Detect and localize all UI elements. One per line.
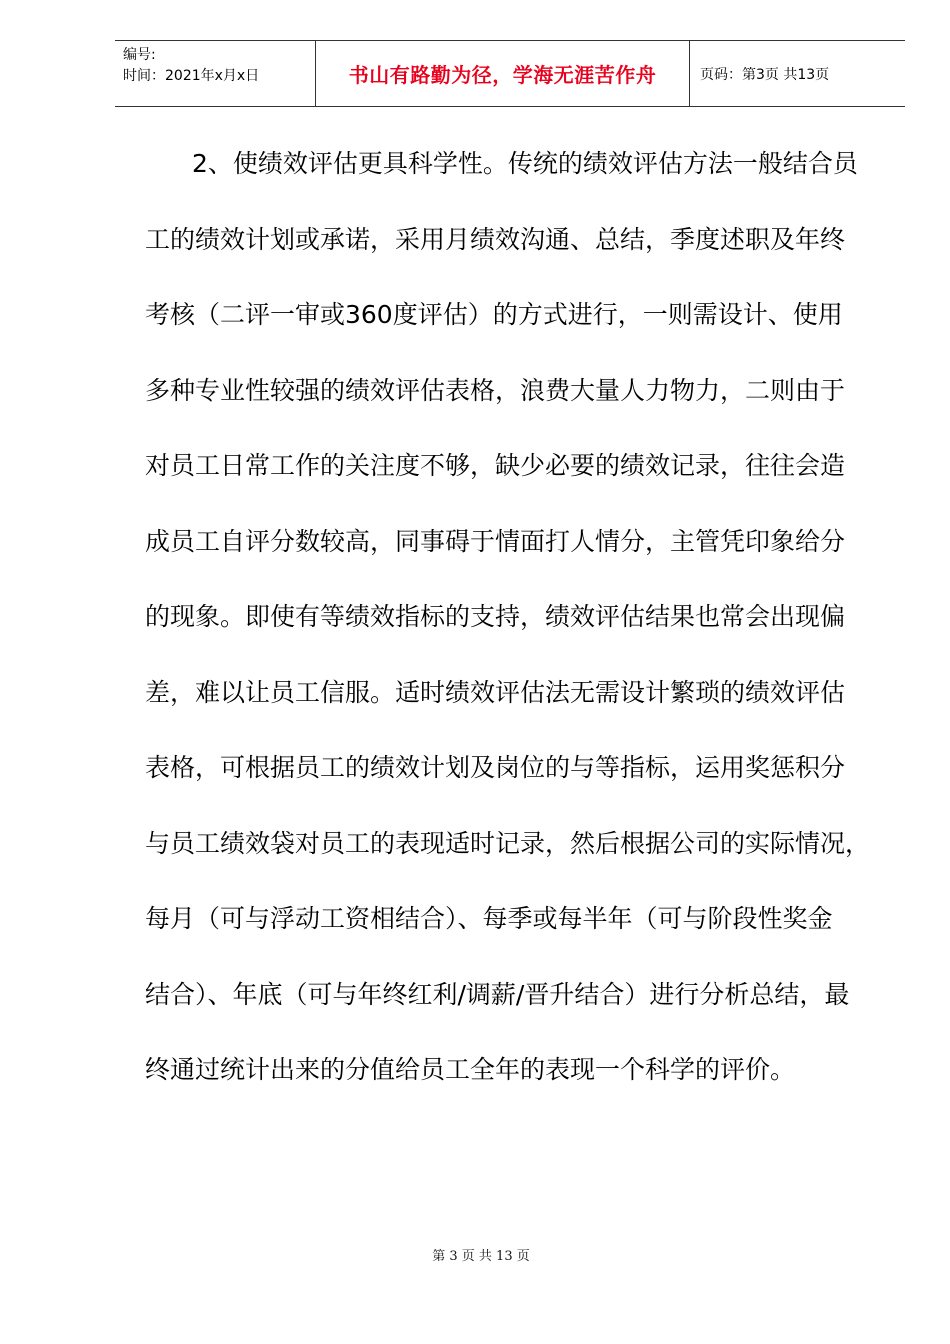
body-line: 结合）、年底（可与年终红利/调薪/晋升结合）进行分析总结，最 (145, 979, 850, 1009)
document-header (115, 40, 905, 107)
body-line: 与员工绩效袋对员工的表现适时记录，然后根据公司的实际情况， (145, 828, 871, 858)
body-line: 2、使绩效评估更具科学性。传统的绩效评估方法一般结合员 (192, 149, 858, 178)
header-motto: 书山有路勤为径，学海无涯苦作舟 (348, 63, 657, 87)
body-paragraph (145, 126, 880, 1108)
body-line: 对员工日常工作的关注度不够，缺少必要的绩效记录，往往会造 (145, 451, 846, 480)
footer-page-number: 第 3 页 共 13 页 (432, 1249, 530, 1264)
body-line: 表格，可根据员工的绩效计划及岗位的与等指标，运用奖惩积分 (145, 753, 846, 782)
document-number-label: 编号: (123, 47, 156, 63)
document-date-label: 时间：2021年x月x日 (123, 68, 260, 84)
header-page-cell (690, 41, 905, 106)
header-motto-cell (316, 41, 690, 106)
body-line: 终通过统计出来的分值给员工全年的表现一个科学的评价。 (145, 1055, 796, 1084)
body-line: 的现象。即使有等绩效指标的支持，绩效评估结果也常会出现偏 (145, 602, 846, 631)
body-line: 成员工自评分数较高，同事碍于情面打人情分，主管凭印象给分 (145, 526, 846, 556)
page-footer (0, 1245, 950, 1264)
header-meta (115, 41, 316, 106)
body-line: 工的绩效计划或承诺，采用月绩效沟通、总结，季度述职及年终 (145, 224, 846, 254)
header-page-number: 页码：第3页 共13页 (700, 66, 830, 83)
body-line: 差，难以让员工信服。适时绩效评估法无需设计繁琐的绩效评估 (145, 677, 846, 707)
body-line: 考核（二评一审或360度评估）的方式进行，一则需设计、使用 (145, 300, 843, 329)
body-line: 每月（可与浮动工资相结合）、每季或每半年（可与阶段性奖金 (145, 904, 833, 933)
body-line: 多种专业性较强的绩效评估表格，浪费大量人力物力，二则由于 (145, 375, 846, 405)
